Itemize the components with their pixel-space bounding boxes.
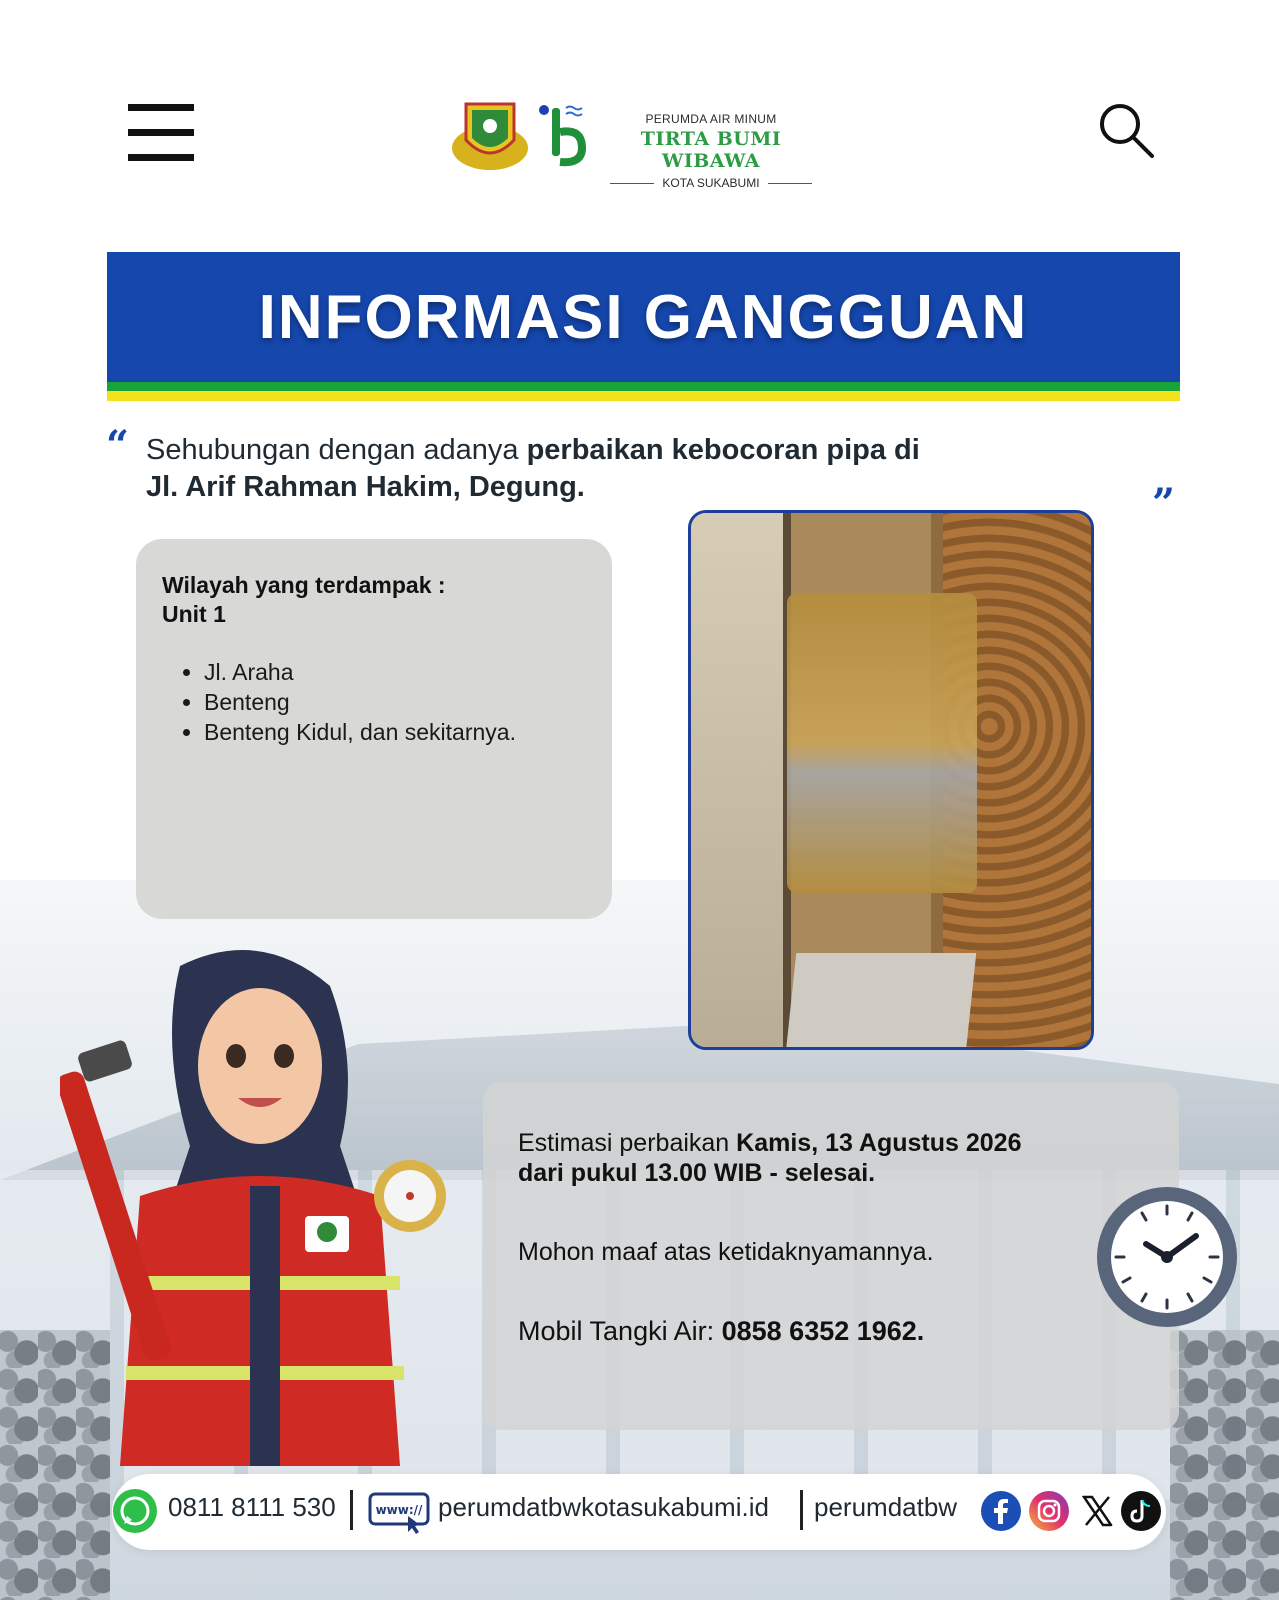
social-handle[interactable]: perumdatbw	[814, 1492, 958, 1522]
affected-area-card	[136, 539, 612, 919]
divider	[800, 1490, 803, 1530]
x-icon[interactable]	[1076, 1490, 1118, 1532]
contact-footer	[112, 1474, 1166, 1550]
divider	[350, 1490, 353, 1530]
city-crest-icon	[450, 100, 530, 172]
brand-name: TIRTA BUMI WIBAWA	[640, 128, 782, 172]
affected-area-title: Wilayah yang terdampak : Unit 1	[162, 572, 446, 627]
website-link[interactable]: perumdatbwkotasukabumi.id	[438, 1492, 769, 1522]
repair-info-card	[483, 1082, 1179, 1430]
brand-logo	[450, 98, 830, 190]
repair-estimate: Estimasi perbaikan Kamis, 13 Agustus 2026 dari pukul 13.00 WIB - selesai.	[518, 1129, 1022, 1187]
phone-number[interactable]: 0811 8111 530	[168, 1492, 336, 1522]
whatsapp-icon[interactable]	[112, 1488, 158, 1534]
pipe-leak-photo	[688, 510, 1094, 1050]
menu-icon[interactable]	[128, 104, 194, 162]
worker-illustration	[60, 946, 480, 1476]
brand-subtitle: PERUMDA AIR MINUM	[645, 112, 777, 126]
quote-open-icon: “	[106, 422, 130, 469]
search-icon[interactable]	[1096, 100, 1156, 160]
tiktok-icon[interactable]	[1120, 1490, 1162, 1532]
banner-stripe-yellow	[107, 391, 1180, 401]
www-label: www://	[375, 1503, 423, 1517]
affected-area-list	[204, 657, 516, 747]
tbw-logo-icon	[538, 102, 588, 172]
facebook-icon[interactable]	[980, 1490, 1022, 1532]
list-item: • Benteng Kidul, dan sekitarnya.	[204, 717, 516, 747]
water-tank-contact: Mobil Tangki Air: 0858 6352 1962.	[518, 1316, 925, 1346]
instagram-icon[interactable]	[1028, 1490, 1070, 1532]
stone-pillar-right	[1170, 1330, 1279, 1600]
page-title: INFORMASI GANGGUAN	[258, 283, 1029, 352]
brand-city: KOTA SUKABUMI	[596, 176, 826, 190]
list-item: • Benteng	[204, 687, 516, 717]
website-icon	[368, 1490, 430, 1534]
title-banner	[107, 252, 1180, 382]
banner-stripe-green	[107, 382, 1180, 391]
intro-text: Sehubungan dengan adanya perbaikan kebocoran pipa di Jl. Arif Rahman Hakim, Degung.	[146, 434, 920, 503]
apology-text: Mohon maaf atas ketidaknyamannya.	[518, 1238, 934, 1266]
quote-close-icon: ”	[1152, 480, 1176, 527]
clock-icon	[1094, 1184, 1240, 1330]
list-item: • Jl. Araha	[204, 657, 516, 687]
